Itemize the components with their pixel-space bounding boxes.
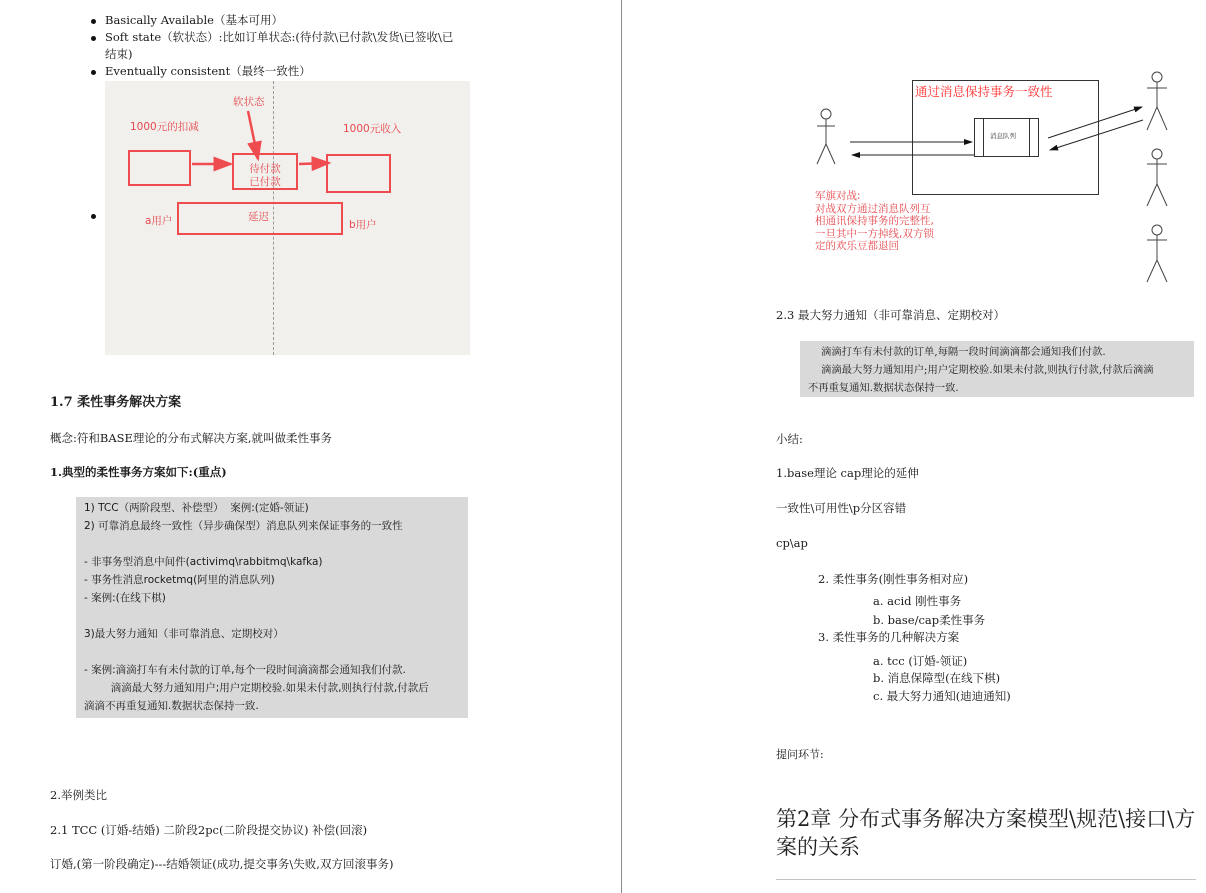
label-deduct: 1000元的扣减 [130, 121, 199, 133]
typical-heading: 1.典型的柔性事务方案如下:(重点) [50, 465, 227, 479]
code-line: 滴滴不再重复通知.数据状态保持一致. [84, 700, 259, 712]
item-3: 3. 柔性事务的几种解决方案 [818, 630, 960, 644]
base-bullet-list [90, 12, 470, 80]
code-line: 滴滴最大努力通知用户;用户定期校验.如果未付款,则执行付款,付款后 [84, 682, 429, 694]
label-user-a: a用户 [145, 215, 173, 227]
summary-base: 1.base理论 cap理论的延伸 [776, 466, 919, 480]
mq-box-title: 通过消息保持事务一致性 [915, 84, 1053, 99]
arrows-icon [105, 81, 470, 355]
actor-right-1-icon [1147, 72, 1167, 130]
middle-line2: 已付款 [249, 176, 281, 188]
bullet-basically-available: Basically Available（基本可用） [90, 12, 470, 29]
summary-cpap: cp\ap [776, 536, 808, 550]
item-3a: a. tcc (订婚-领证) [873, 654, 968, 668]
note-line: 定的欢乐豆都退回 [815, 240, 899, 252]
best-effort-heading: 2.3 最大努力通知（非可靠消息、定期校对） [776, 308, 1005, 322]
bullet-soft-state: Soft state（软状态）:比如订单状态:(待付款\已付款\发货\已签收\已 [90, 29, 470, 46]
item-3c: c. 最大努力通知(迪迪通知) [873, 689, 1011, 703]
war-chess-note [815, 190, 934, 253]
note-line: 对战双方通过消息队列互 [815, 202, 931, 215]
engagement-line: 订婚,(第一阶段确定)---结婚领证(成功,提交事务\失败,双方回滚事务) [50, 857, 394, 871]
code-line: - 案例:滴滴打车有未付款的订单,每个一段时间滴滴都会通知我们付款. [84, 664, 406, 676]
note-line: 相通讯保持事务的完整性, [815, 215, 934, 227]
bullet-soft-state-cont: 结束) [105, 47, 133, 61]
middle-line1: 待付款 [249, 163, 281, 175]
code-line: 滴滴打车有未付款的订单,每隔一段时间滴滴都会通知我们付款. [808, 346, 1106, 358]
tcc-line: 2.1 TCC (订婚-结婚) 二阶段2pc(二阶段提交协议) 补偿(回滚) [50, 823, 368, 837]
section-title-1-7: 1.7 柔性事务解决方案 [50, 395, 182, 410]
empty-bullet [91, 214, 96, 219]
actor-left-icon [817, 109, 835, 164]
summary-label: 小结: [776, 432, 803, 446]
actor-right-2-icon [1147, 149, 1167, 206]
example-heading: 2.举例类比 [50, 788, 107, 802]
item-2: 2. 柔性事务(刚性事务相对应) [818, 572, 969, 586]
code-line [84, 643, 460, 661]
concept-text: 概念:符和BASE理论的分布式解决方案,就叫做柔性事务 [50, 431, 333, 445]
item-2a: a. acid 刚性事务 [873, 594, 962, 608]
bullet-eventually-consistent: Eventually consistent（最终一致性） [90, 63, 470, 80]
note-line: 军旗对战: [815, 190, 861, 202]
chapter-rule [776, 879, 1196, 880]
code-line: 3)最大努力通知（非可靠消息、定期校对） [84, 628, 284, 640]
code-line: - 非事务型消息中间件(activimq\rabbitmq\kafka) [84, 556, 323, 568]
code-line [84, 607, 460, 625]
actor-right-3-icon [1147, 225, 1167, 282]
code-line: 不再重复通知.数据状态保持一致. [808, 382, 959, 394]
label-delay: 延迟 [248, 211, 269, 223]
label-income: 1000元收入 [343, 123, 402, 135]
chapter-2-title: 第2章 分布式事务解决方案模型\规范\接口\方案的关系 [776, 807, 1196, 859]
code-line: - 事务性消息rocketmq(阿里的消息队列) [84, 574, 275, 586]
code-line: 滴滴最大努力通知用户;用户定期校验.如果未付款,则执行付款,付款后滴滴 [808, 364, 1154, 376]
code-line: - 案例:(在线下棋) [84, 592, 166, 604]
soft-state-diagram [105, 81, 470, 355]
code-line: 2) 可靠消息最终一致性（异步确保型）消息队列来保证事务的一致性 [84, 520, 403, 532]
item-2b: b. base/cap柔性事务 [873, 613, 986, 627]
note-line: 一旦其中一方掉线,双方锁 [815, 227, 934, 240]
item-3b: b. 消息保障型(在线下棋) [873, 671, 1001, 685]
label-user-b: b用户 [349, 219, 377, 231]
code-line [84, 535, 460, 553]
code-line: 1) TCC（两阶段型、补偿型） 案例:(定婚-领证) [84, 502, 309, 514]
best-effort-block [800, 341, 1194, 397]
qa-label: 提问环节: [776, 748, 824, 761]
queue-label: 消息队列 [990, 132, 1016, 140]
label-soft-state: 软状态 [233, 96, 265, 108]
code-block-solutions [76, 497, 468, 718]
page-divider [621, 0, 622, 893]
summary-cap: 一致性\可用性\p分区容错 [776, 501, 907, 515]
